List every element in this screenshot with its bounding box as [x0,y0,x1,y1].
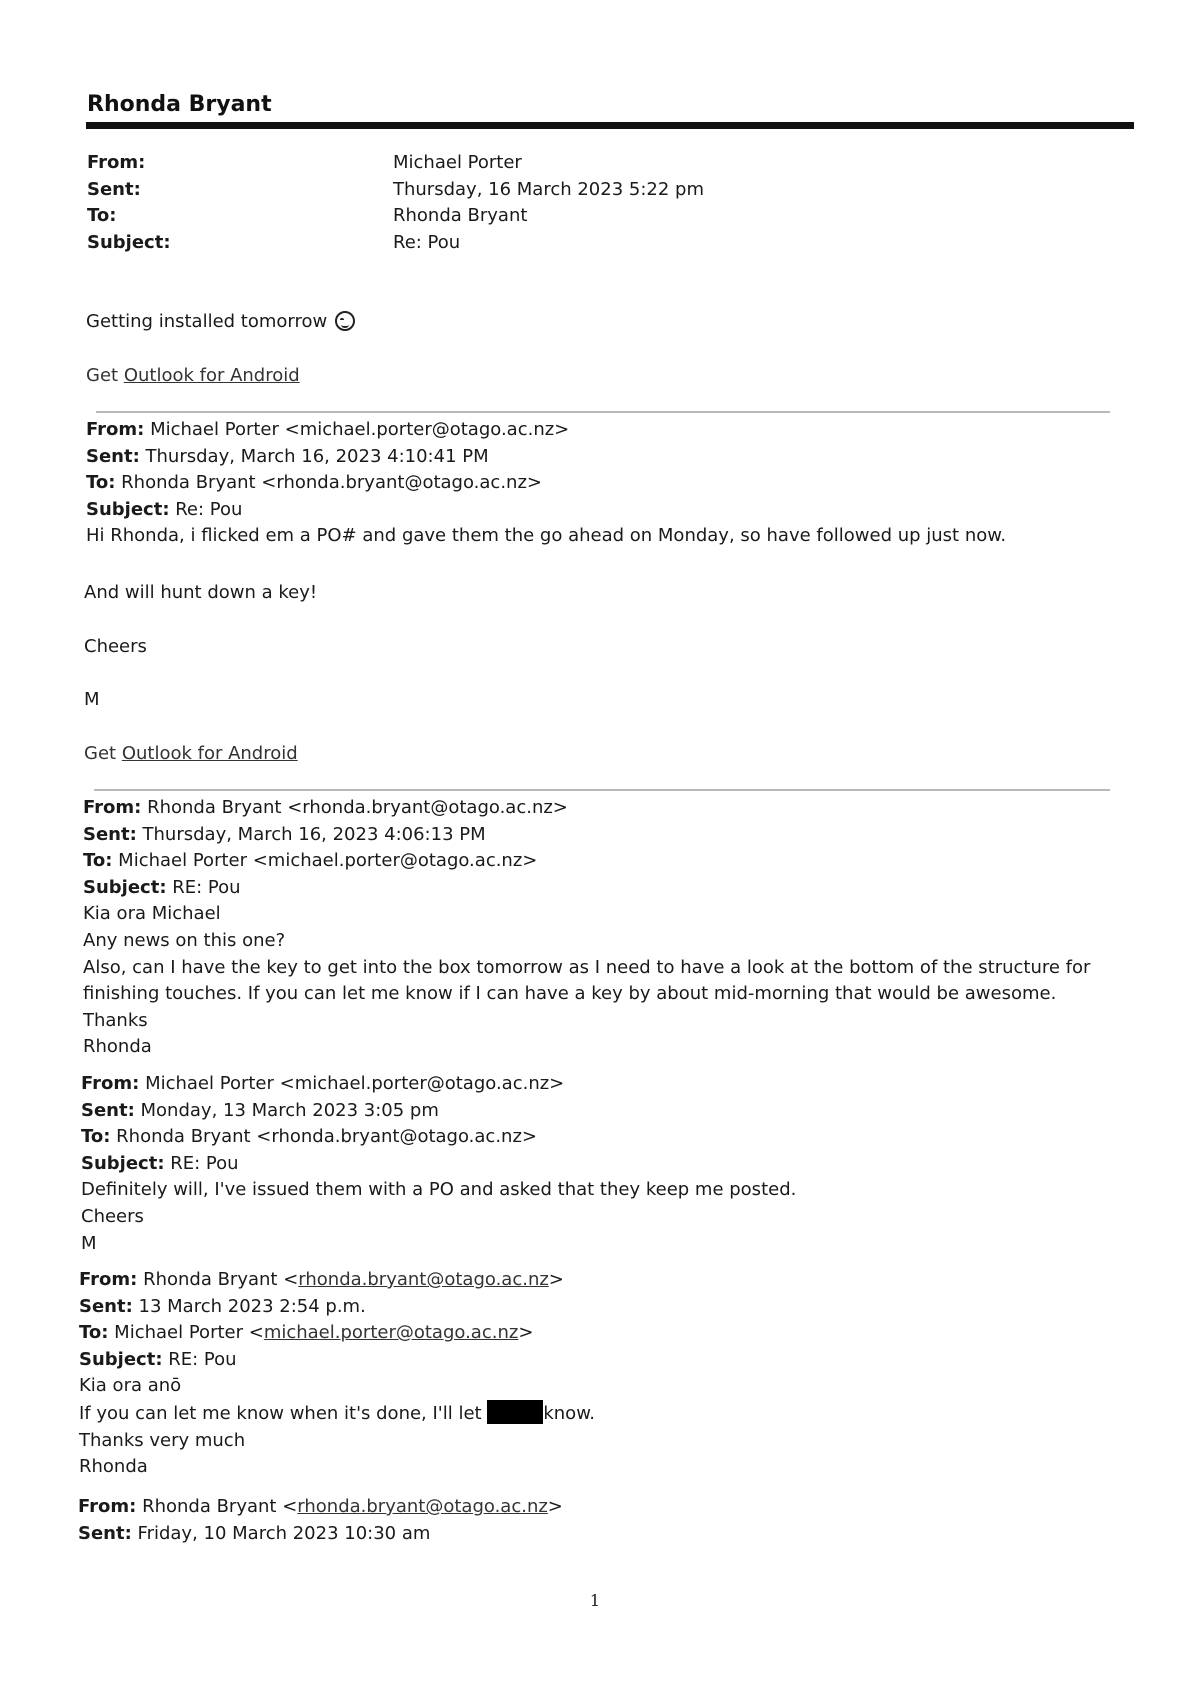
msg1-body-text: Getting installed tomorrow [86,311,328,332]
smiley-emoji-icon [335,311,355,331]
from-name: Rhonda Bryant < [137,1269,299,1290]
msg4-block [81,1071,796,1257]
sent-label: Sent: [86,445,140,467]
msg4-from [81,1071,796,1098]
to-email-link[interactable]: michael.porter@otago.ac.nz [263,1322,519,1344]
to-value: Rhonda Bryant <rhonda.bryant@otago.ac.nz> [110,1126,537,1148]
msg3-line: Kia ora Michael [83,903,221,925]
sent-value: Monday, 13 March 2023 3:05 pm [134,1099,439,1121]
outlook-android-link[interactable]: Outlook for Android [123,365,300,386]
header-value: Thursday, 16 March 2023 5:22 pm [393,178,704,200]
from-bracket: > [548,1269,564,1290]
header-row-subject [87,230,704,257]
to-name: Michael Porter < [108,1322,264,1344]
msg3-subject [83,875,1090,902]
from-label: From: [86,419,145,440]
page-number: 1 [589,1591,601,1610]
subject-label: Subject: [86,498,170,520]
header-value: Michael Porter [393,152,522,173]
msg5-to [79,1320,595,1347]
msg5-greeting: Kia ora anō [79,1375,182,1397]
get-text: Get [84,743,122,764]
msg4-line: M [81,1232,97,1254]
sent-value: 13 March 2023 2:54 p.m. [132,1295,366,1317]
sent-label: Sent: [79,1295,133,1317]
from-label: From: [83,797,142,818]
to-bracket: > [518,1322,534,1344]
header-label: From: [87,152,146,173]
msg5-thanks: Thanks very much [79,1429,246,1451]
msg5-line-end: know. [543,1402,595,1424]
header-row-from [87,150,704,177]
msg5-line-start: If you can let me know when it's done, I'll let [79,1402,488,1424]
msg2-line: Cheers [84,636,147,657]
msg2-sent [86,444,1006,471]
msg5-sent [79,1294,595,1321]
subject-value: RE: Pou [162,1348,237,1370]
to-label: To: [83,850,113,872]
from-value: Rhonda Bryant <rhonda.bryant@otago.ac.nz> [141,797,568,818]
from-label: From: [79,1269,138,1290]
subject-label: Subject: [81,1152,165,1174]
header-value: Rhonda Bryant [393,205,528,226]
to-value: Michael Porter <michael.porter@otago.ac.nz> [112,850,538,872]
msg5-from [79,1267,595,1294]
msg2-subject [86,497,1006,524]
msg6-from [78,1494,563,1521]
msg2-line: Hi Rhonda, i flicked em a PO# and gave them the go ahead on Monday, so have followed up just now. [86,525,1007,547]
msg3-to [83,848,1090,875]
subject-value: RE: Pou [166,876,241,898]
msg2-line: M [84,689,100,710]
msg1-body [86,309,355,335]
msg5-subject [79,1347,595,1374]
msg1-outlook-line [86,363,300,389]
msg2-to [86,470,1006,497]
from-email-link[interactable]: rhonda.bryant@otago.ac.nz [298,1269,549,1290]
document-title: Rhonda Bryant [87,92,272,117]
header-row-to [87,203,704,230]
header-value: Re: Pou [393,231,461,253]
to-label: To: [86,472,116,494]
msg4-to [81,1124,796,1151]
msg4-sent [81,1098,796,1125]
msg5-line [79,1400,595,1428]
msg5-signature: Rhonda [79,1456,148,1478]
sent-label: Sent: [83,823,137,845]
msg2-headers [86,417,1006,550]
sent-value: Thursday, March 16, 2023 4:10:41 PM [139,445,489,467]
msg3-sent [83,822,1090,849]
sent-value: Friday, 10 March 2023 10:30 am [131,1522,431,1544]
from-name: Rhonda Bryant < [136,1496,298,1517]
title-rule [86,122,1134,129]
header-label: To: [87,205,117,226]
msg4-line: Definitely will, I've issued them with a PO and asked that they keep me posted. [81,1179,797,1201]
msg6-block [78,1494,563,1547]
msg2-outlook-line [84,741,298,767]
msg4-subject [81,1151,796,1178]
header-row-sent [87,177,704,204]
message-separator [94,789,1110,791]
msg6-sent [78,1521,563,1548]
email-header [87,150,704,256]
message-separator [96,411,1110,413]
to-label: To: [79,1322,109,1344]
from-bracket: > [547,1496,563,1517]
to-label: To: [81,1126,111,1148]
header-label: Subject: [87,231,171,253]
subject-label: Subject: [79,1348,163,1370]
sent-label: Sent: [78,1522,132,1544]
to-value: Rhonda Bryant <rhonda.bryant@otago.ac.nz> [115,472,542,494]
from-value: Michael Porter <michael.porter@otago.ac.nz> [139,1073,565,1094]
from-email-link[interactable]: rhonda.bryant@otago.ac.nz [297,1496,548,1517]
msg3-block [83,795,1090,1061]
msg5-block [79,1267,595,1481]
from-label: From: [81,1073,140,1094]
msg3-line: Also, can I have the key to get into the box tomorrow as I need to have a look at the bottom of the structure for [83,956,1091,978]
msg3-line: Thanks [83,1009,148,1031]
sent-value: Thursday, March 16, 2023 4:06:13 PM [136,823,486,845]
msg3-line: finishing touches. If you can let me know if I can have a key by about mid-morning that would be awesome. [83,983,1057,1005]
msg3-line: Any news on this one? [83,929,286,951]
msg3-from [83,795,1090,822]
get-text: Get [86,365,124,386]
msg2-line: And will hunt down a key! [84,582,318,603]
msg3-line: Rhonda [83,1036,152,1058]
sent-label: Sent: [81,1099,135,1121]
from-label: From: [78,1496,137,1517]
from-value: Michael Porter <michael.porter@otago.ac.nz> [144,419,570,440]
subject-value: RE: Pou [164,1152,239,1174]
msg4-line: Cheers [81,1205,144,1227]
msg2-from [86,417,1006,444]
subject-value: Re: Pou [169,498,243,520]
outlook-android-link[interactable]: Outlook for Android [121,743,298,764]
header-label: Sent: [87,178,141,200]
subject-label: Subject: [83,876,167,898]
redaction-box [487,1400,543,1424]
